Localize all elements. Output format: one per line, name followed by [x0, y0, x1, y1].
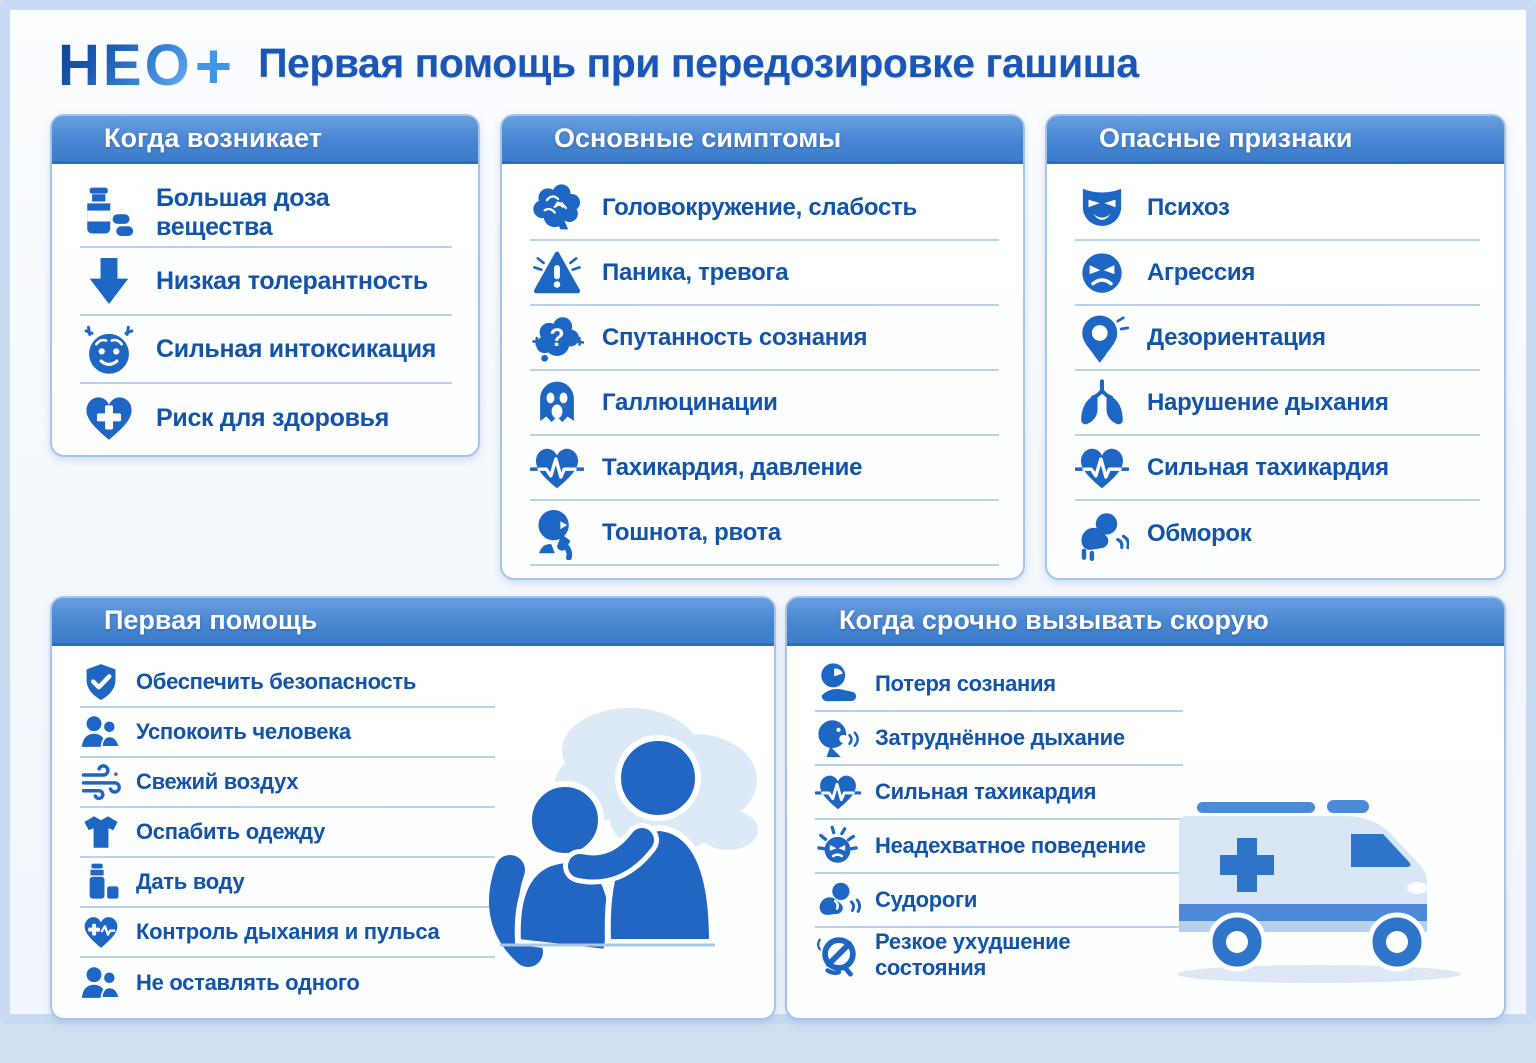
- card-call-ambulance-header: [787, 598, 1504, 646]
- dizzy-face-icon: [80, 320, 138, 378]
- card-title: Первая помощь: [104, 605, 318, 635]
- item-label: Галлюцинации: [602, 388, 778, 416]
- card-when-occurs-items: [52, 164, 478, 458]
- no-symbol-icon: [815, 932, 861, 978]
- item-label: Потеря сознания: [875, 671, 1056, 696]
- card-when-occurs-header: [52, 116, 478, 164]
- list-item: [815, 820, 1183, 874]
- card-call-ambulance-items: [787, 646, 1183, 986]
- page-title: Первая помощь при передозировке гашиша: [258, 39, 1139, 86]
- item-label: Не оставлять одного: [136, 970, 360, 995]
- list-item: [530, 306, 999, 371]
- list-item: [80, 908, 495, 958]
- list-item: [530, 176, 999, 241]
- list-item: [80, 658, 495, 708]
- item-label: Оспабить одежду: [136, 819, 326, 844]
- mask-icon: [1075, 181, 1129, 235]
- warning-triangle-icon: [530, 246, 584, 300]
- item-label: Обморок: [1147, 519, 1252, 547]
- list-item: [80, 248, 452, 316]
- angry-face-icon: [1075, 246, 1129, 300]
- heart-cross-pulse-icon: [80, 911, 122, 953]
- ambulance-illustration: [1159, 782, 1483, 1000]
- people-icon: [80, 962, 122, 1004]
- item-label: Сильная тахикардия: [1147, 453, 1389, 481]
- heart-pulse-icon: [1075, 441, 1129, 495]
- list-item: [530, 371, 999, 436]
- list-item: [80, 808, 495, 858]
- plus-icon: +: [194, 30, 233, 102]
- item-label: Психоз: [1147, 193, 1230, 221]
- card-main-symptoms: [500, 114, 1025, 580]
- list-item: [1075, 241, 1480, 306]
- angry-alert-icon: [815, 823, 861, 869]
- list-item: [815, 712, 1183, 766]
- lungs-icon: [1075, 376, 1129, 430]
- list-item: [1075, 501, 1480, 566]
- svg-text:?: ?: [549, 324, 565, 352]
- item-label: Низкая толерантность: [156, 266, 428, 295]
- list-item: [530, 436, 999, 501]
- item-label: Большая доза вещества: [156, 184, 330, 241]
- item-label: Агрессия: [1147, 258, 1256, 286]
- card-first-aid: [50, 596, 776, 1020]
- collapse-icon: [815, 661, 861, 707]
- card-when-occurs: [50, 114, 480, 457]
- heart-pulse-icon: [815, 769, 861, 815]
- confused-cloud-icon: [530, 311, 584, 365]
- card-first-aid-items: [52, 646, 495, 1012]
- item-label: Сильная интоксикация: [156, 334, 437, 363]
- item-label: Судороги: [875, 887, 978, 912]
- item-label: Успокоить человека: [136, 719, 351, 744]
- item-label: Головокружение, слабость: [602, 193, 917, 221]
- heart-pulse-icon: [530, 441, 584, 495]
- nausea-icon: [530, 506, 584, 560]
- item-label: Свежий воздух: [136, 769, 299, 794]
- list-item: [80, 858, 495, 908]
- card-title: Основные симптомы: [554, 123, 842, 153]
- item-label: Резкое ухудшение состояния: [875, 929, 1071, 980]
- list-item: [530, 501, 999, 566]
- brain-icon: [530, 181, 584, 235]
- heart-cross-icon: [80, 389, 138, 447]
- breath-icon: [815, 715, 861, 761]
- card-title: Когда возникает: [104, 123, 322, 153]
- item-label: Спутанность сознания: [602, 323, 868, 351]
- list-item: [1075, 371, 1480, 436]
- item-label: Паника, тревога: [602, 258, 789, 286]
- list-item: [815, 874, 1183, 928]
- card-danger-signs-header: [1047, 116, 1504, 164]
- card-first-aid-header: [52, 598, 774, 646]
- item-label: Риск для здоровья: [156, 403, 390, 432]
- comforting-people-illustration: [480, 690, 766, 1058]
- item-label: Тошнота, рвота: [602, 518, 781, 546]
- list-item: [80, 708, 495, 758]
- pills-dose-icon: [80, 184, 138, 242]
- people-icon: [80, 711, 122, 753]
- item-label: Сильная тахикардия: [875, 779, 1097, 804]
- item-label: Дать воду: [136, 869, 245, 894]
- list-item: [815, 766, 1183, 820]
- card-main-symptoms-header: [502, 116, 1023, 164]
- card-danger-signs: [1045, 114, 1506, 580]
- list-item: [815, 658, 1183, 712]
- card-danger-signs-items: [1047, 164, 1504, 570]
- item-label: Затруднённое дыхание: [875, 725, 1125, 750]
- list-item: [80, 958, 495, 1008]
- card-call-ambulance: [785, 596, 1506, 1020]
- card-title: Когда срочно вызывать скорую: [839, 605, 1269, 635]
- water-bottle-icon: [80, 861, 122, 903]
- list-item: [530, 241, 999, 306]
- list-item: [1075, 306, 1480, 371]
- faint-icon: [1075, 507, 1129, 561]
- neo-plus-logo: [58, 30, 233, 102]
- item-label: Тахикардия, давление: [602, 453, 863, 481]
- wind-icon: [80, 761, 122, 803]
- item-label: Нарушение дыхания: [1147, 388, 1389, 416]
- tshirt-icon: [80, 811, 122, 853]
- item-label: Контроль дыхания и пульса: [136, 919, 440, 944]
- item-label: Дезориентация: [1147, 323, 1326, 351]
- card-title: Опасные признаки: [1099, 123, 1353, 153]
- list-item: [80, 758, 495, 808]
- list-item: [1075, 436, 1480, 501]
- convulsion-icon: [815, 877, 861, 923]
- list-item: [80, 316, 452, 384]
- list-item: [1075, 176, 1480, 241]
- list-item: [80, 384, 452, 452]
- ghost-icon: [530, 376, 584, 430]
- shield-check-icon: [80, 661, 122, 703]
- card-main-symptoms-items: [502, 164, 1023, 570]
- disorientation-icon: [1075, 311, 1129, 365]
- item-label: Неадехватное поведение: [875, 833, 1146, 858]
- item-label: Обеспечить безопасность: [136, 669, 417, 694]
- list-item: [815, 928, 1183, 982]
- logo-text: НЕО: [58, 33, 193, 98]
- list-item: [80, 180, 452, 248]
- down-arrow-icon: [80, 252, 138, 310]
- header: [58, 24, 1139, 102]
